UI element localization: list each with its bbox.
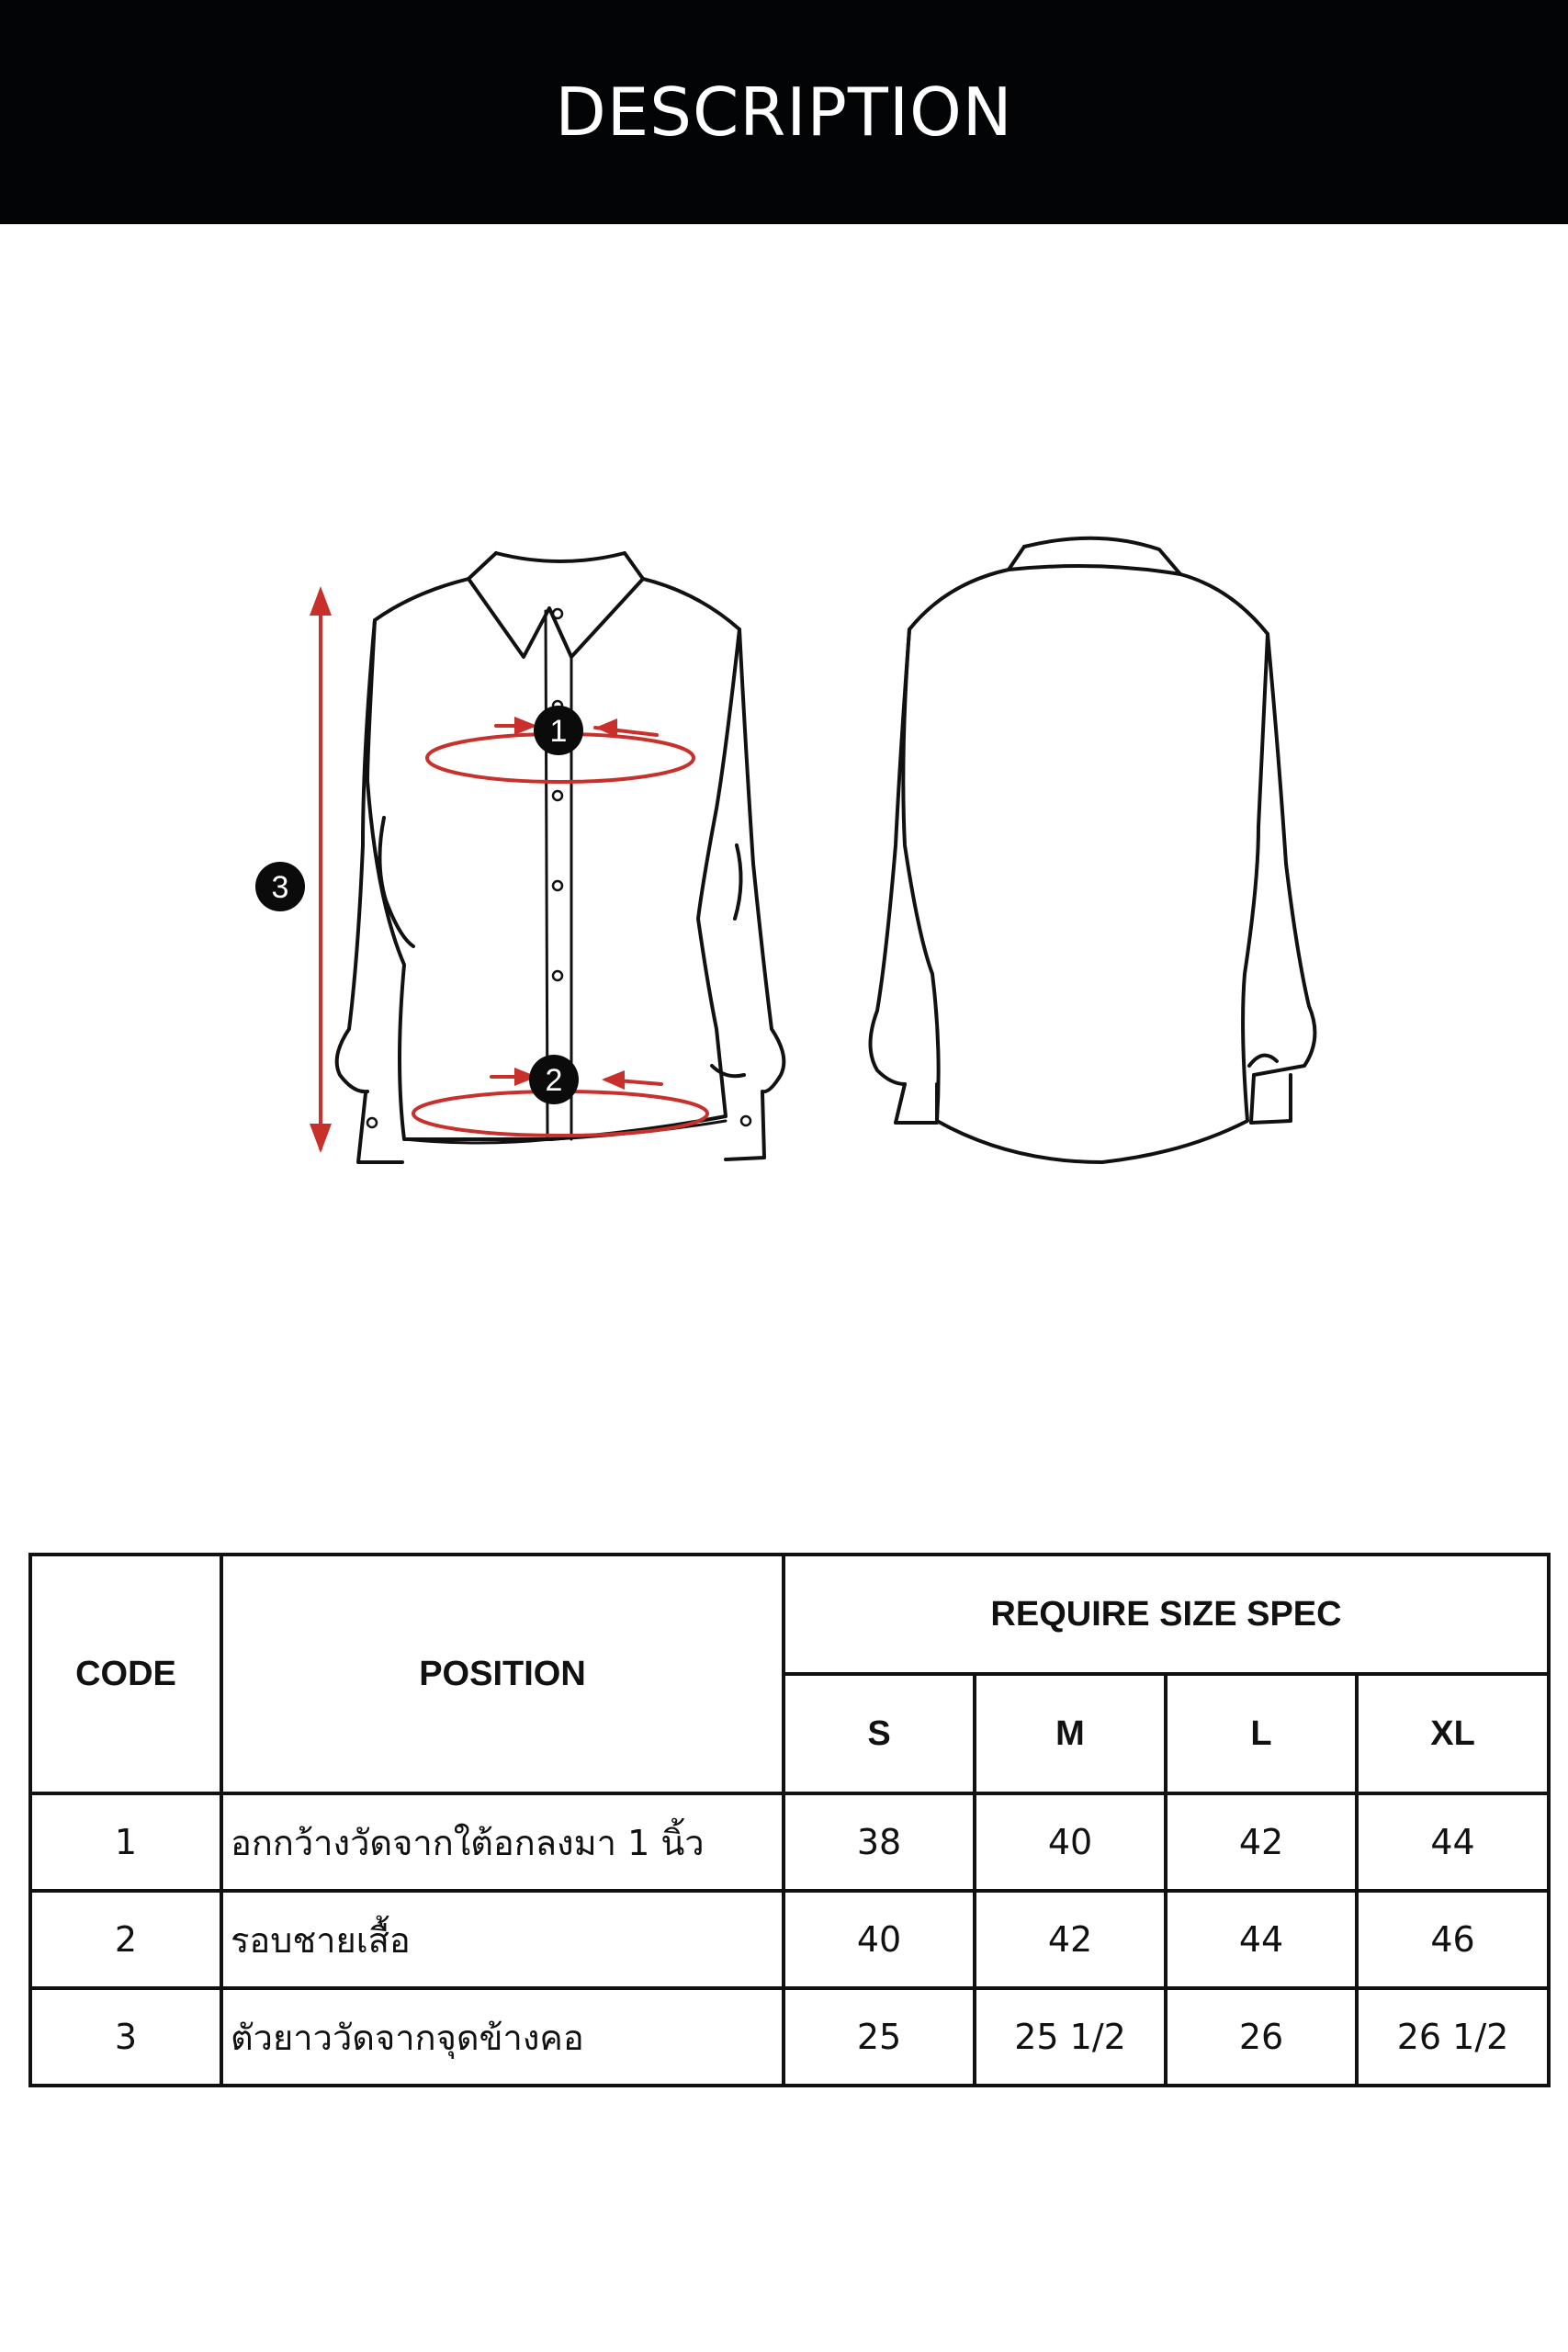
marker-3 [255, 862, 305, 911]
table-row [30, 1891, 1549, 1988]
row-value-s: 40 [784, 1891, 975, 1988]
shirt-back-drawing [871, 538, 1315, 1162]
marker-1 [534, 706, 583, 755]
row-code: 3 [30, 1988, 221, 2086]
marker-2 [529, 1055, 579, 1104]
row-value-l: 42 [1166, 1793, 1357, 1891]
size-xl-header: XL [1357, 1674, 1549, 1793]
row-value-l: 44 [1166, 1891, 1357, 1988]
table-row [30, 1793, 1549, 1891]
size-m-header: M [975, 1674, 1166, 1793]
table-row [30, 1988, 1549, 2086]
row-value-xl: 46 [1357, 1891, 1549, 1988]
row-value-s: 38 [784, 1793, 975, 1891]
row-position: รอบชายเสื้อ [221, 1891, 784, 1988]
marker-2-label: 2 [545, 1063, 563, 1098]
marker-3-label: 3 [271, 870, 289, 905]
code-header: CODE [30, 1555, 221, 1793]
size-spec-header: REQUIRE SIZE SPEC [784, 1555, 1549, 1674]
row-code: 1 [30, 1793, 221, 1891]
page-title: DESCRIPTION [555, 74, 1013, 151]
measurement-arrowheads [310, 586, 625, 1153]
size-s-header: S [784, 1674, 975, 1793]
row-position: ตัวยาววัดจากจุดข้างคอ [221, 1988, 784, 2086]
row-code: 2 [30, 1891, 221, 1988]
shirt-illustration [0, 478, 1568, 1194]
row-value-l: 26 [1166, 1988, 1357, 2086]
row-value-m: 40 [975, 1793, 1166, 1891]
table-header-row [30, 1555, 1549, 1674]
page-header [0, 0, 1568, 224]
row-value-m: 42 [975, 1891, 1166, 1988]
position-header: POSITION [221, 1555, 784, 1793]
size-l-header: L [1166, 1674, 1357, 1793]
row-value-xl: 26 1/2 [1357, 1988, 1549, 2086]
front-buttons [367, 609, 750, 1127]
row-position: อกกว้างวัดจากใต้อกลงมา 1 นิ้ว [221, 1793, 784, 1891]
size-spec-table [28, 1553, 1551, 2087]
row-value-xl: 44 [1357, 1793, 1549, 1891]
row-value-s: 25 [784, 1988, 975, 2086]
marker-1-label: 1 [549, 714, 568, 749]
row-value-m: 25 1/2 [975, 1988, 1166, 2086]
